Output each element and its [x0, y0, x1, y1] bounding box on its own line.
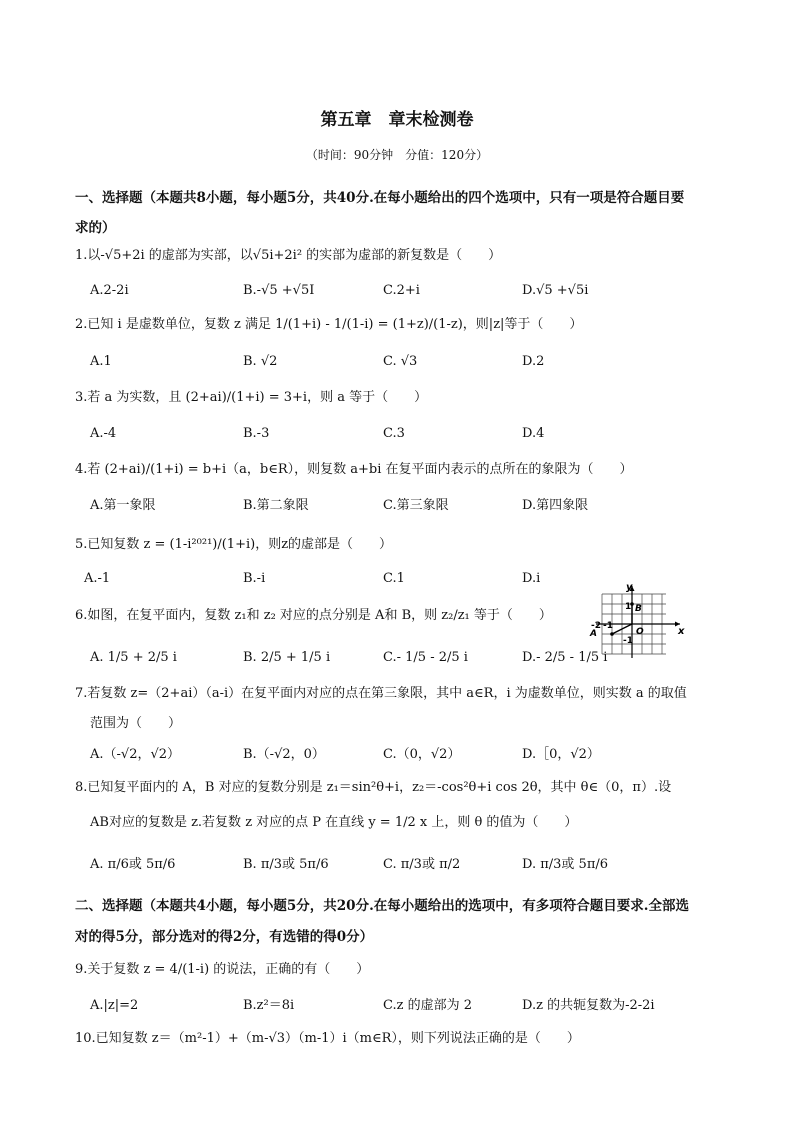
q4-option-a: A.第一象限	[90, 498, 156, 513]
page-subtitle: （时间：90分钟 分值：120分）	[305, 148, 489, 162]
q7-stem-line2: 范围为（ ）	[90, 716, 182, 731]
section1-heading-line2: 求的）	[75, 220, 116, 236]
origin-label: O	[636, 627, 644, 637]
q2-option-c: C. √3	[383, 354, 418, 369]
q1-option-b: B.-√5 +√5I	[243, 283, 315, 298]
q6-option-d: D.- 2/5 - 1/5 i	[522, 650, 608, 665]
q1-stem: 1.以-√5+2i 的虚部为实部，以√5i+2i² 的实部为虚部的新复数是（ ）	[75, 248, 502, 263]
q8-option-b: B. π/3或 5π/6	[243, 857, 329, 872]
section1-heading-line1: 一、选择题（本题共8小题，每小题5分，共40分.在每小题给出的四个选项中，只有一项是符合题目要	[75, 190, 685, 206]
q8-option-a: A. π/6或 5π/6	[90, 857, 176, 872]
q9-option-c: C.z 的虚部为 2	[383, 998, 473, 1013]
q4-stem: 4.若 (2+ai)/(1+i) = b+i（a，b∈R），则复数 a+bi 在复平面内表示的点所在的象限为（ ）	[75, 462, 633, 477]
q9-option-b: B.z²＝8i	[243, 998, 295, 1013]
q6-stem: 6.如图，在复平面内，复数 z₁和 z₂ 对应的点分别是 A和 B，则 z₂/z₁ 等于（ ）	[75, 608, 552, 623]
q7-option-b: B.（-√2，0）	[243, 747, 325, 762]
q3-option-c: C.3	[383, 426, 405, 441]
q7-option-a: A.（-√2，√2）	[90, 747, 181, 762]
tick-neg2: -2	[591, 621, 601, 631]
q9-stem: 9.关于复数 z = 4/(1-i) 的说法，正确的有（ ）	[75, 962, 370, 977]
q7-stem-line1: 7.若复数 z=（2+ai）（a-i）在复平面内对应的点在第三象限，其中 a∈R，i 为虚数单位，则实数 a 的取值	[75, 686, 687, 701]
q6-figure	[588, 580, 688, 660]
q3-option-a: A.-4	[90, 426, 117, 441]
q2-option-b: B. √2	[243, 354, 278, 369]
q6-option-c: C.- 1/5 - 2/5 i	[383, 650, 468, 665]
q2-option-a: A.1	[90, 354, 112, 369]
q1-option-a: A.2-2i	[90, 283, 129, 298]
q6-option-b: B. 2/5 + 1/5 i	[243, 650, 331, 665]
q5-option-c: C.1	[383, 571, 405, 586]
q5-option-d: D.i	[522, 571, 541, 586]
q9-option-a: A.|z|=2	[90, 998, 139, 1013]
q7-option-c: C.（0，√2）	[383, 747, 461, 762]
q10-stem: 10.已知复数 z＝（m²-1）+（m-√3）（m-1）i（m∈R），则下列说法正确的是（ ）	[75, 1031, 580, 1046]
tick-neg1-x: -1	[603, 621, 613, 631]
q5-stem: 5.已知复数 z = (1-i²⁰²¹)/(1+i)，则z的虚部是（ ）	[75, 537, 393, 552]
q3-option-b: B.-3	[243, 426, 270, 441]
q8-stem-line1: 8.已知复平面内的 A，B 对应的复数分别是 z₁＝sin²θ+i，z₂＝-cos²θ+i cos 2θ，其中 θ∈（0，π）.设	[75, 780, 672, 795]
q5-option-a: A.-1	[84, 571, 111, 586]
page-title: 第五章 章末检测卷	[320, 110, 474, 130]
point-b-label: B	[635, 604, 642, 614]
q2-option-d: D.2	[522, 354, 545, 369]
q9-option-d: D.z 的共轭复数为-2-2i	[522, 998, 655, 1013]
q8-option-c: C. π/3或 π/2	[383, 857, 461, 872]
point-a	[610, 632, 614, 636]
section2-heading-line1: 二、选择题（本题共4小题，每小题5分，共20分.在每小题给出的选项中，有多项符合题目要求.全部选	[75, 898, 689, 914]
q8-stem-line2: AB对应的复数是 z.若复数 z 对应的点 P 在直线 y = 1/2 x 上，则 θ 的值为（ ）	[90, 815, 578, 830]
q3-option-d: D.4	[522, 426, 545, 441]
q6-option-a: A. 1/5 + 2/5 i	[90, 650, 177, 665]
y-label: y	[626, 582, 633, 593]
q1-option-c: C.2+i	[383, 283, 420, 298]
q4-option-b: B.第二象限	[243, 498, 309, 513]
q4-option-d: D.第四象限	[522, 498, 589, 513]
q7-option-d: D.［0，√2）	[522, 747, 600, 762]
x-label: x	[678, 626, 685, 637]
tick-1: 1	[625, 602, 632, 612]
q2-stem: 2.已知 i 是虚数单位，复数 z 满足 1/(1+i) - 1/(1-i) = (1+z)/(1-z)，则|z|等于（ ）	[75, 317, 583, 332]
section2-heading-line2: 对的得5分，部分选对的得2分，有选错的得0分）	[75, 929, 374, 945]
q8-option-d: D. π/3或 5π/6	[522, 857, 609, 872]
tick-neg1-y: -1	[623, 636, 633, 646]
q3-stem: 3.若 a 为实数，且 (2+ai)/(1+i) = 3+i，则 a 等于（ ）	[75, 390, 428, 405]
q4-option-c: C.第三象限	[383, 498, 449, 513]
q5-option-b: B.-i	[243, 571, 266, 586]
q1-option-d: D.√5 +√5i	[522, 283, 589, 298]
point-a-label: A	[590, 629, 597, 639]
